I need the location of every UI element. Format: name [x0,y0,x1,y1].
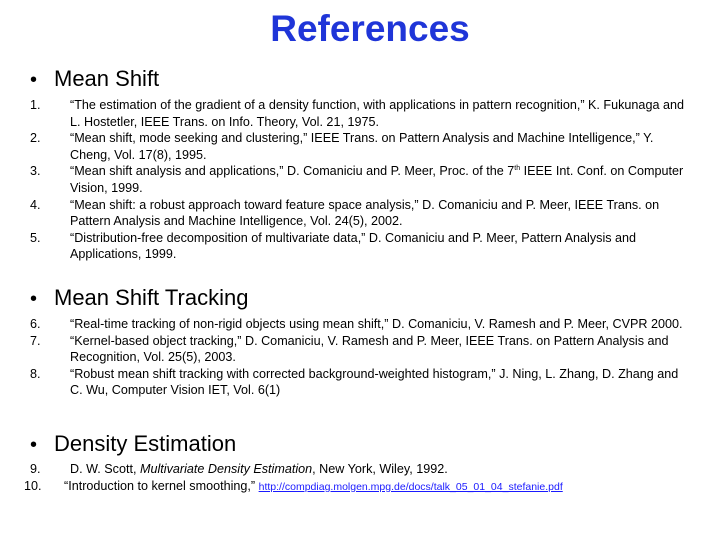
reference-text: “Mean shift: a robust approach toward feature space analysis,” D. Comaniciu and P. Meer, IEEE Trans. on Pattern Analysis and Machine Intelligence, Vol. 24(5), 2002. [70,197,660,229]
reference-number: 9. [30,462,41,476]
reference-list-mean-shift-tracking [30,316,690,399]
bullet-icon: • [30,69,38,91]
reference-item-4 [30,197,690,230]
reference-list-mean-shift [30,97,690,263]
reference-text-part: , New York, Wiley, 1992. [312,462,448,476]
reference-text [64,478,690,496]
reference-text-part: “Introduction to kernel smoothing,” [64,478,259,493]
reference-text: “Distribution-free decomposition of multivariate data,” D. Comaniciu and P. Meer, Pattern Analysis and Applications, 1999. [70,230,637,262]
section-title: Mean Shift Tracking [54,285,249,310]
reference-text: “Mean shift, mode seeking and clustering,” IEEE Trans. on Pattern Analysis and Machine Intelligence,” Y. Cheng, Vol. 17(8), 1995. [70,131,654,162]
bullet-icon: • [30,288,38,310]
reference-number: 6. [30,317,41,331]
reference-number: 5. [30,230,41,245]
reference-number: 7. [30,333,41,348]
reference-text [70,163,690,196]
reference-item-3 [30,163,690,196]
reference-item-5 [30,230,690,263]
reference-text-part: IEEE Int. Conf. on Computer Vision, 1999. [70,164,684,195]
reference-item-1 [30,97,690,130]
reference-number: 1. [30,98,41,112]
reference-text: “Robust mean shift tracking with corrected background-weighted histogram,” J. Ning, L. Zhang, D. Zhang and C. Wu, Computer Vision IET, Vol. 6(1) [70,366,679,398]
reference-text: “The estimation of the gradient of a density function, with applications in pattern recognition,” K. Fukunaga and L. Hostetler, IEEE Trans. on Info. Theory, Vol. 21, 1975. [70,98,684,129]
reference-item-7 [30,333,690,366]
reference-item-2 [30,130,690,163]
reference-item-10 [24,478,690,496]
reference-number: 8. [30,366,41,381]
reference-number: 2. [30,131,41,146]
section-title: Density Estimation [54,431,237,456]
book-title: Multivariate Density Estimation [139,462,313,476]
reference-item-6 [30,316,690,333]
bullet-icon: • [30,434,38,456]
page-title: References [270,8,470,49]
reference-number: 3. [30,164,41,179]
reference-link[interactable]: http://compdiag.molgen.mpg.de/docs/talk_05_01_04_stefanie.pdf [258,480,563,493]
reference-text: “Real-time tracking of non-rigid objects using mean shift,” D. Comaniciu, V. Ramesh and P. Meer, CVPR 2000. [70,317,683,331]
reference-text [70,461,690,478]
superscript: th [514,165,521,173]
reference-number: 4. [30,197,41,212]
reference-text-part: “Mean shift analysis and applications,” D. Comaniciu and P. Meer, Proc. of the 7 [70,164,515,179]
reference-text: “Kernel-based object tracking,” D. Comaniciu, V. Ramesh and P. Meer, IEEE Trans. on Pattern Analysis and Recognition, Vol. 25(5), 2003. [70,333,669,365]
section-heading-mean-shift [30,66,159,92]
reference-item-8 [30,366,690,399]
reference-text-part: D. W. Scott, [70,462,140,476]
reference-list-density-estimation [24,461,690,495]
section-title: Mean Shift [54,66,160,91]
reference-item-9 [30,461,690,478]
section-heading-mean-shift-tracking [30,285,248,311]
section-heading-density-estimation [30,431,236,457]
reference-number: 10. [24,478,42,493]
